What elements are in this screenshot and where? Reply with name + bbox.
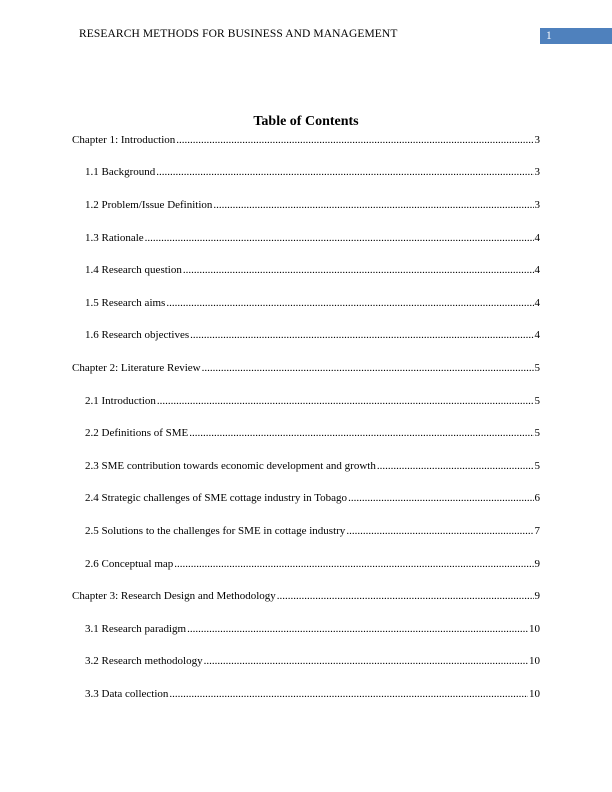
toc-dot-leader	[145, 231, 534, 245]
toc-dot-leader	[348, 491, 533, 505]
toc-entry-page: 5	[534, 427, 540, 439]
toc-entry-label: 1.3 Rationale	[85, 232, 144, 244]
toc-entry-page: 5	[534, 362, 540, 374]
toc-entry-2-5[interactable]	[85, 524, 540, 538]
toc-dot-leader	[166, 296, 533, 310]
toc-entry-page: 4	[534, 297, 540, 309]
toc-entry-label: 2.4 Strategic challenges of SME cottage industry in Tobago	[85, 492, 348, 504]
toc-entry-3-2[interactable]	[85, 654, 540, 668]
toc-entry-label: 2.5 Solutions to the challenges for SME in cottage industry	[85, 525, 346, 537]
toc-entry-label: 3.3 Data collection	[85, 688, 169, 700]
toc-entry-chapter-1[interactable]	[72, 133, 540, 147]
toc-dot-leader	[202, 361, 534, 375]
toc-entry-1-4[interactable]	[85, 263, 540, 277]
toc-entry-2-1[interactable]	[85, 394, 540, 408]
toc-dot-leader	[190, 328, 533, 342]
toc-entry-page: 6	[534, 492, 540, 504]
toc-entry-page: 3	[534, 199, 540, 211]
toc-entry-label: 2.2 Definitions of SME	[85, 427, 189, 439]
toc-entry-page: 5	[534, 395, 540, 407]
toc-entry-page: 10	[529, 688, 540, 700]
toc-entry-page: 9	[534, 558, 540, 570]
toc-entry-label: 2.6 Conceptual map	[85, 558, 174, 570]
toc-dot-leader	[156, 165, 533, 179]
toc-entry-page: 5	[534, 460, 540, 472]
toc-dot-leader	[377, 459, 534, 473]
toc-entry-2-2[interactable]	[85, 426, 540, 440]
toc-entry-1-5[interactable]	[85, 296, 540, 310]
toc-entry-label: Chapter 3: Research Design and Methodology	[72, 590, 276, 602]
toc-entry-label: 2.1 Introduction	[85, 395, 156, 407]
toc-entry-label: 1.5 Research aims	[85, 297, 166, 309]
toc-dot-leader	[157, 394, 534, 408]
toc-dot-leader	[169, 687, 528, 701]
toc-entry-label: 1.1 Background	[85, 166, 156, 178]
running-header-title: RESEARCH METHODS FOR BUSINESS AND MANAGEMENT	[79, 28, 398, 40]
toc-entry-chapter-2[interactable]	[72, 361, 540, 375]
toc-entry-page: 7	[534, 525, 540, 537]
toc-entry-page: 10	[529, 655, 540, 667]
toc-entry-page: 3	[534, 134, 540, 146]
toc-entry-page: 9	[534, 590, 540, 602]
toc-entry-chapter-3[interactable]	[72, 589, 540, 603]
toc-dot-leader	[174, 557, 533, 571]
toc-entry-3-1[interactable]	[85, 622, 540, 636]
page-number-badge: 1	[540, 28, 612, 44]
toc-entry-page: 4	[534, 264, 540, 276]
toc-dot-leader	[176, 133, 533, 147]
toc-dot-leader	[213, 198, 533, 212]
toc-entry-1-6[interactable]	[85, 328, 540, 342]
toc-dot-leader	[204, 654, 528, 668]
toc-entry-label: 1.6 Research objectives	[85, 329, 190, 341]
toc-entry-2-3[interactable]	[85, 459, 540, 473]
toc-dot-leader	[189, 426, 533, 440]
toc-entry-page: 10	[529, 623, 540, 635]
toc-entry-label: Chapter 2: Literature Review	[72, 362, 201, 374]
toc-entry-label: 2.3 SME contribution towards economic development and growth	[85, 460, 376, 472]
toc-entry-1-1[interactable]	[85, 165, 540, 179]
toc-entry-label: 1.2 Problem/Issue Definition	[85, 199, 213, 211]
toc-entry-1-3[interactable]	[85, 231, 540, 245]
toc-dot-leader	[277, 589, 534, 603]
toc-dot-leader	[183, 263, 534, 277]
toc-entry-label: 1.4 Research question	[85, 264, 182, 276]
toc-entry-label: Chapter 1: Introduction	[72, 134, 176, 146]
toc-entry-page: 4	[534, 329, 540, 341]
toc-dot-leader	[346, 524, 533, 538]
toc-title: Table of Contents	[253, 114, 359, 129]
toc-entry-page: 4	[534, 232, 540, 244]
toc-entry-2-4[interactable]	[85, 491, 540, 505]
toc-entry-2-6[interactable]	[85, 557, 540, 571]
toc-entry-label: 3.1 Research paradigm	[85, 623, 187, 635]
toc-dot-leader	[187, 622, 528, 636]
toc-entry-label: 3.2 Research methodology	[85, 655, 203, 667]
toc-entry-3-3[interactable]	[85, 687, 540, 701]
toc-entry-page: 3	[534, 166, 540, 178]
toc-entry-1-2[interactable]	[85, 198, 540, 212]
